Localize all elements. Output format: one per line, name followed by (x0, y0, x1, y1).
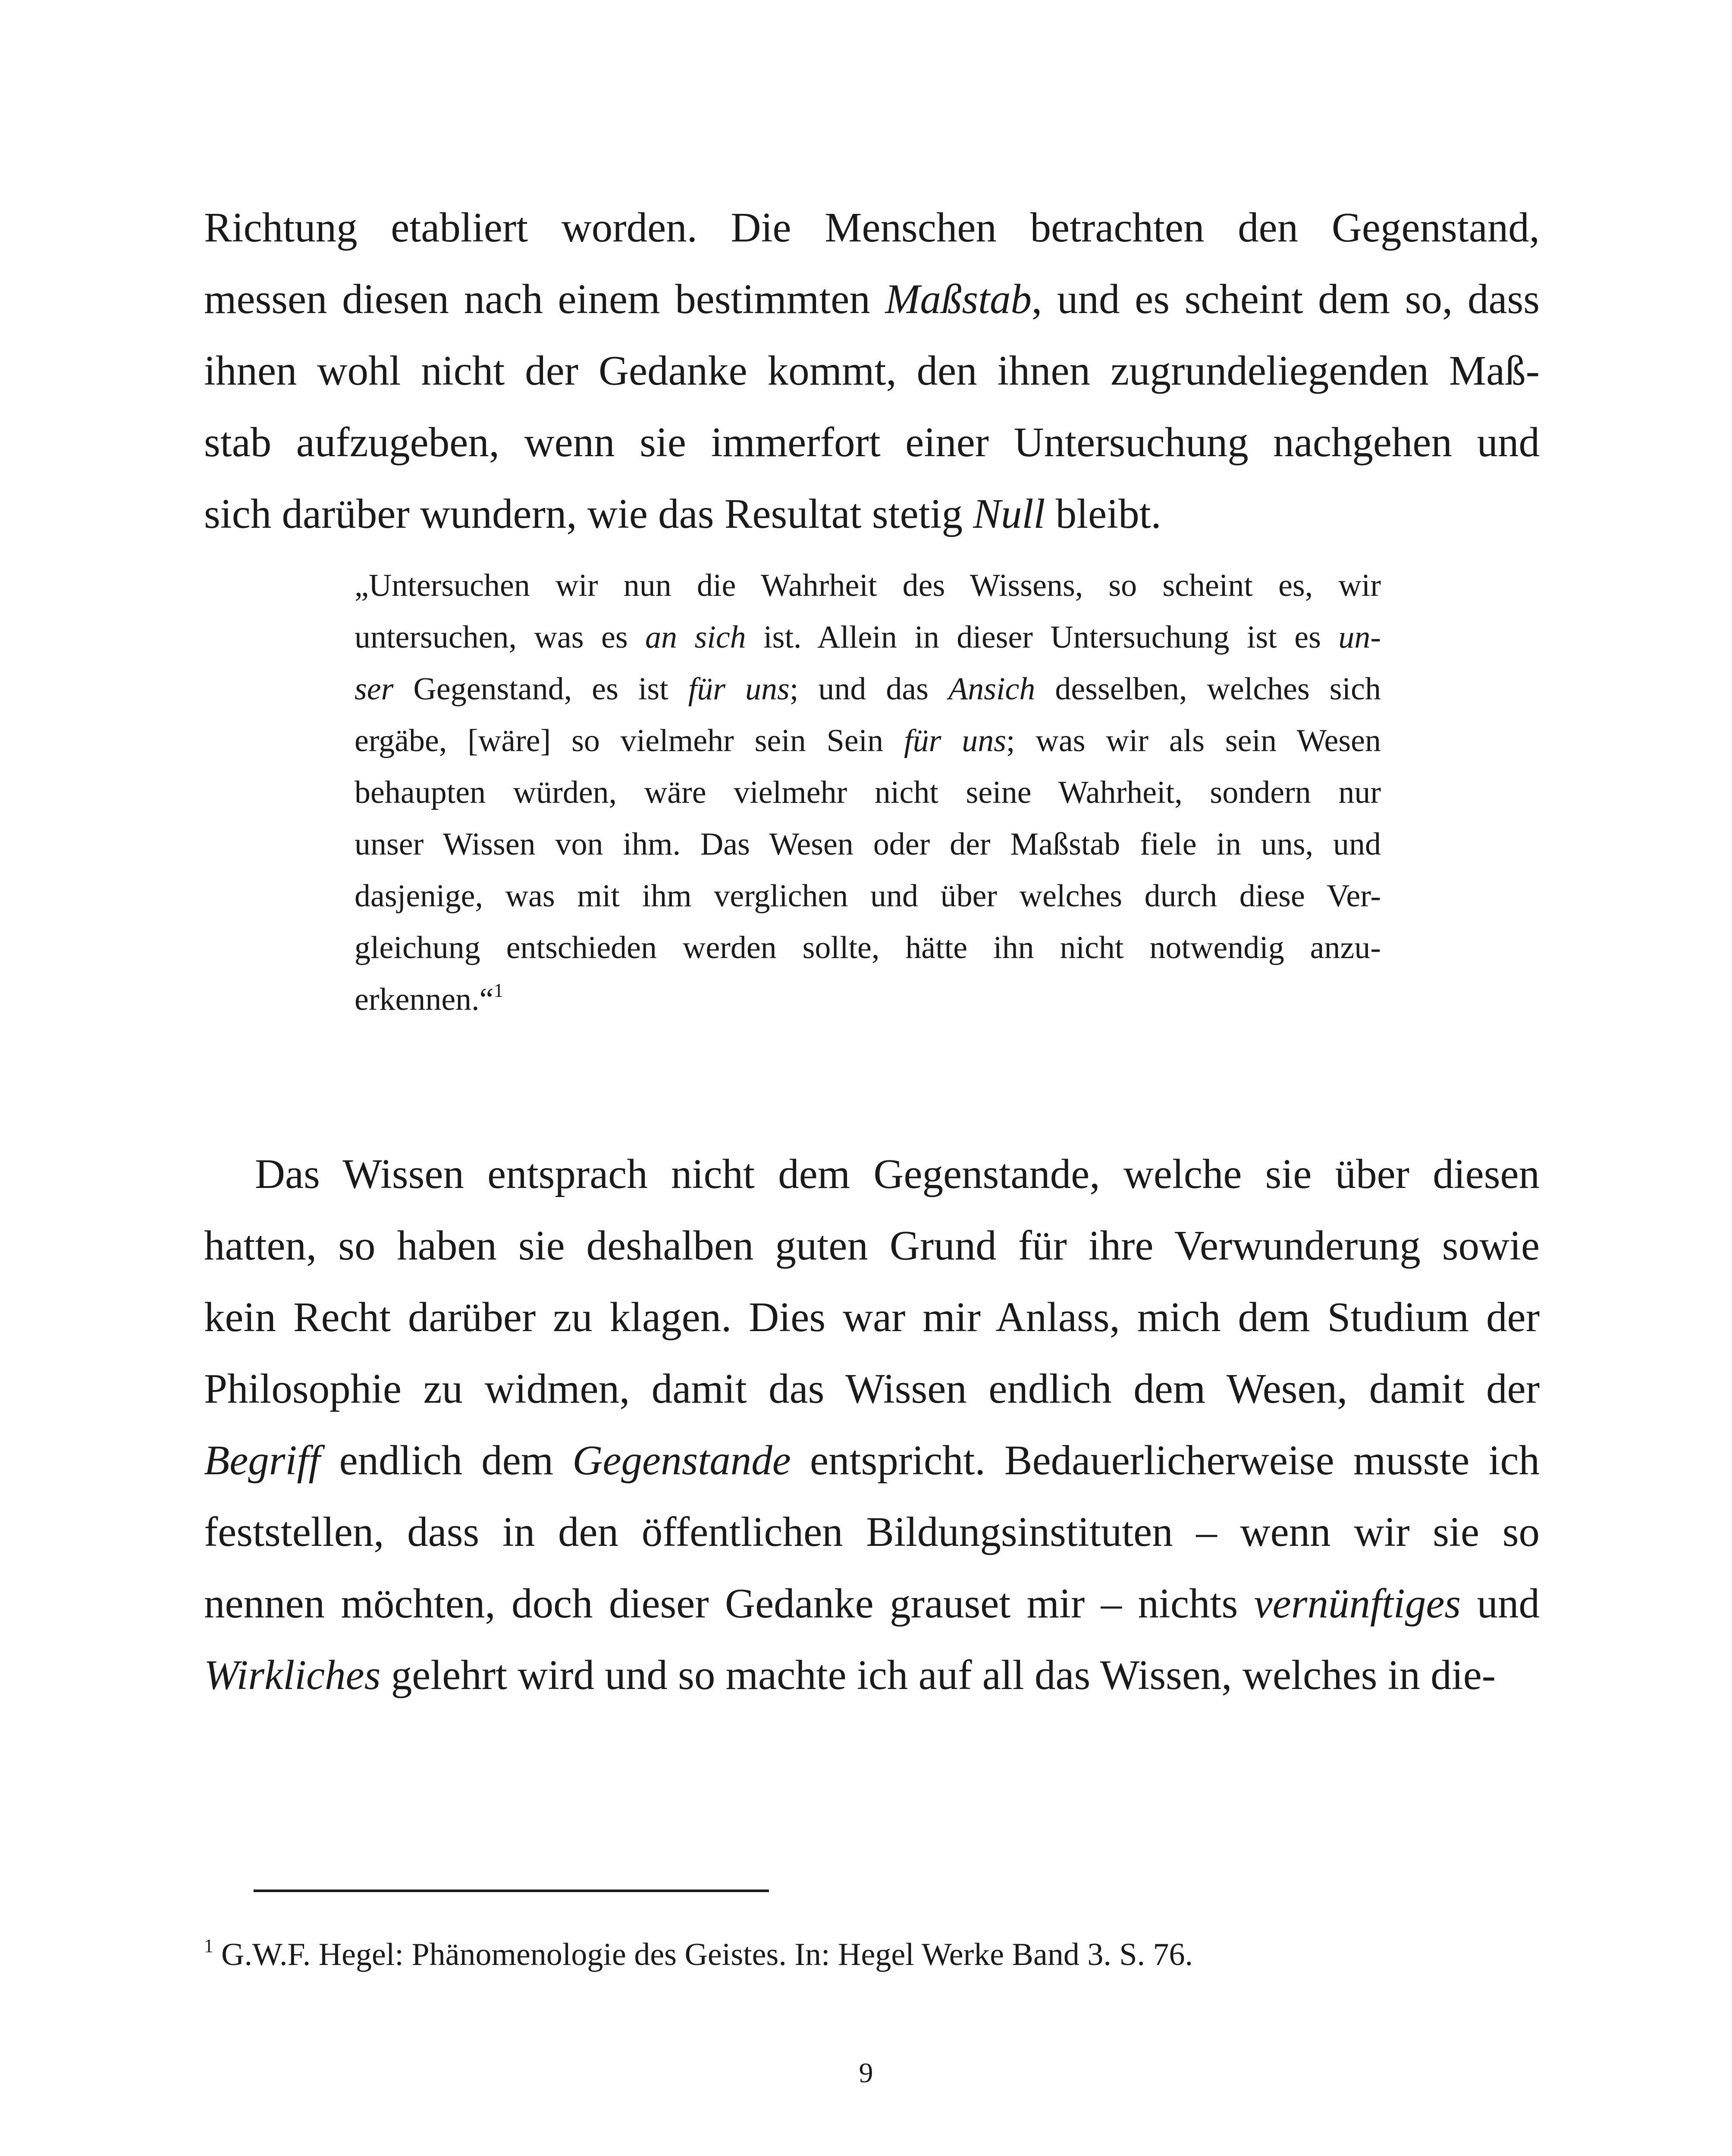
text-line: stab aufzugeben, wenn sie immerfort einer Untersuchung nachgehen und (204, 419, 1540, 465)
text-line: untersuchen, was es an sich ist. Allein in dieser Untersuchung ist es un- (355, 620, 1381, 655)
text-line: ser Gegenstand, es ist für uns; und das Ansich desselben, welches sich (355, 671, 1381, 707)
footnote-text: G.W.F. Hegel: Phänomenologie des Geistes. In: Hegel Werke Band 3. S. 76. (221, 1937, 1193, 1972)
body-paragraph-continued (204, 192, 1540, 550)
page-number: 9 (859, 2057, 873, 2089)
text-line: sich darüber wundern, wie das Resultat stetig Null bleibt. (204, 491, 1161, 537)
text-line: unser Wissen von ihm. Das Wesen oder der Maßstab fiele in uns, und (355, 827, 1381, 862)
text-line: behaupten würden, wäre vielmehr nicht seine Wahrheit, sondern nur (355, 775, 1381, 810)
emphasis: un- (1338, 620, 1381, 655)
block-quote (355, 560, 1381, 1025)
text-line: nennen möchten, doch dieser Gedanke grauset mir – nichts vernünftiges und (204, 1580, 1540, 1626)
emphasis: für uns (688, 671, 790, 707)
emphasis: Wirkliches (204, 1652, 381, 1698)
text-line: „Untersuchen wir nun die Wahrheit des Wissens, so scheint es, wir (355, 568, 1381, 603)
text-line: ihnen wohl nicht der Gedanke kommt, den ihnen zugrundeliegenden Maß- (204, 348, 1540, 394)
footnote-reference: 1 (493, 979, 504, 1001)
text-line: ergäbe, [wäre] so vielmehr sein Sein für uns; was wir als sein Wesen (355, 723, 1381, 758)
emphasis: vernünftiges (1254, 1580, 1461, 1626)
emphasis: Gegenstande (572, 1437, 791, 1483)
text-line: feststellen, dass in den öffentlichen Bildungsinstituten – wenn wir sie so (204, 1509, 1540, 1555)
emphasis: ser (355, 671, 394, 707)
emphasis: Maßstab (885, 276, 1032, 322)
footnote (204, 1931, 1193, 1978)
text-line: Richtung etabliert worden. Die Menschen betrachten den Gegenstand, (204, 204, 1540, 251)
body-paragraph (204, 1138, 1540, 1711)
text-line: messen diesen nach einem bestimmten Maßstab, und es scheint dem so, dass (204, 276, 1540, 322)
footnote-marker: 1 (204, 1935, 213, 1956)
text-line: Wirkliches gelehrt wird und so machte ich auf all das Wissen, welches in die- (204, 1652, 1496, 1698)
text-line: dasjenige, was mit ihm verglichen und über welches durch diese Ver- (355, 878, 1381, 914)
emphasis: Null (973, 491, 1045, 537)
emphasis: Ansich (948, 671, 1035, 707)
text-line: kein Recht darüber zu klagen. Dies war mir Anlass, mich dem Studium der (204, 1294, 1540, 1340)
emphasis: an sich (645, 620, 746, 655)
emphasis: für uns (904, 723, 1007, 758)
footnote-separator (254, 1890, 769, 1892)
text-line: Begriff endlich dem Gegenstande entspricht. Bedauerlicherweise musste ich (204, 1437, 1540, 1483)
text-line: erkennen.“$^1$ (355, 979, 504, 1017)
text-line: Philosophie zu widmen, damit das Wissen endlich dem Wesen, damit der (204, 1366, 1540, 1412)
emphasis: Begriff (204, 1437, 320, 1483)
text-line: Das Wissen entsprach nicht dem Gegenstande, welche sie über diesen (255, 1151, 1540, 1197)
text-line: gleichung entschieden werden sollte, hätte ihn nicht notwendig anzu- (355, 930, 1381, 965)
text-line: hatten, so haben sie deshalben guten Grund für ihre Verwunderung sowie (204, 1222, 1540, 1269)
